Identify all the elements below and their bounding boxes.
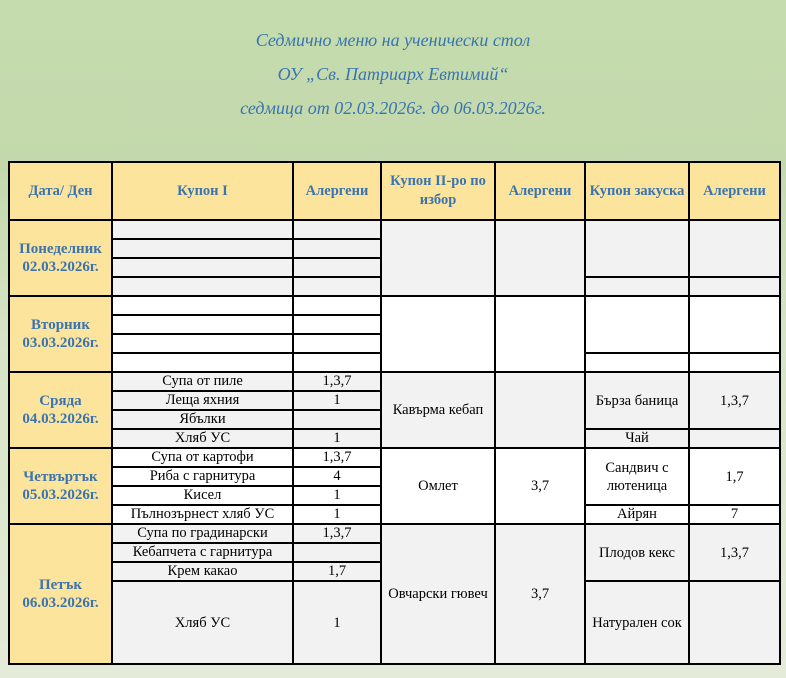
coupon2-allergens: [495, 372, 585, 448]
coupon1-item: Хляб УС: [112, 429, 293, 448]
coupon1-allergens: 1: [293, 505, 381, 524]
day-label: Вторник 03.03.2026г.: [9, 296, 112, 372]
coupon1-item: Пълнозърнест хляб УС: [112, 505, 293, 524]
coupon2-item: [381, 296, 495, 372]
coupon1-item: Кисел: [112, 486, 293, 505]
coupon1-item: Леща яхния: [112, 391, 293, 410]
coupon1-allergens: 1,3,7: [293, 524, 381, 543]
snack-item: [585, 277, 689, 296]
coupon2-item: [381, 220, 495, 296]
coupon1-allergens: [293, 543, 381, 562]
coupon1-item: Ябълки: [112, 410, 293, 429]
column-header-allergens1: Алергени: [293, 162, 381, 220]
coupon2-allergens: [495, 220, 585, 296]
snack-item: [585, 353, 689, 372]
coupon1-allergens: [293, 296, 381, 315]
snack-allergens: [689, 277, 780, 296]
coupon1-allergens: 1,7: [293, 562, 381, 581]
coupon1-item: [112, 277, 293, 296]
coupon1-allergens: 1: [293, 486, 381, 505]
coupon1-item: [112, 220, 293, 239]
coupon1-allergens: [293, 315, 381, 334]
snack-item: Сандвич с лютеница: [585, 448, 689, 505]
snack-allergens: 7: [689, 505, 780, 524]
coupon1-item: [112, 258, 293, 277]
coupon1-allergens: 1: [293, 429, 381, 448]
table-row: [9, 296, 780, 315]
coupon1-allergens: 1,3,7: [293, 448, 381, 467]
coupon1-item: [112, 239, 293, 258]
day-label: Петък 06.03.2026г.: [9, 524, 112, 664]
snack-allergens: [689, 353, 780, 372]
coupon1-allergens: [293, 410, 381, 429]
snack-allergens: [689, 581, 780, 664]
snack-item: Айрян: [585, 505, 689, 524]
coupon1-item: [112, 334, 293, 353]
column-header-allergens3: Алергени: [689, 162, 780, 220]
coupon1-item: Супа по градинарски: [112, 524, 293, 543]
day-label: Понеделник 02.03.2026г.: [9, 220, 112, 296]
coupon1-allergens: [293, 334, 381, 353]
coupon1-item: [112, 353, 293, 372]
coupon1-item: Кебапчета с гарнитура: [112, 543, 293, 562]
snack-item: [585, 220, 689, 277]
snack-allergens: [689, 429, 780, 448]
coupon1-item: Крем какао: [112, 562, 293, 581]
snack-item: Чай: [585, 429, 689, 448]
coupon1-allergens: [293, 239, 381, 258]
column-header-coupon2: Купон II-ро по избор: [381, 162, 495, 220]
table-row: [9, 372, 780, 391]
weekly-menu-table: [8, 161, 781, 665]
coupon1-allergens: 1,3,7: [293, 372, 381, 391]
column-header-date-day: Дата/ Ден: [9, 162, 112, 220]
menu-title: Седмично меню на ученически стол: [255, 30, 531, 50]
coupon1-item: Риба с гарнитура: [112, 467, 293, 486]
coupon1-allergens: 4: [293, 467, 381, 486]
week-range: седмица от 02.03.2026г. до 06.03.2026г.: [240, 98, 546, 118]
snack-allergens: 1,3,7: [689, 372, 780, 429]
snack-item: Бърза баница: [585, 372, 689, 429]
snack-allergens: [689, 296, 780, 353]
coupon1-item: Супа от картофи: [112, 448, 293, 467]
coupon2-allergens: [495, 296, 585, 372]
column-header-snack: Купон закуска: [585, 162, 689, 220]
coupon1-allergens: 1: [293, 581, 381, 664]
snack-allergens: 1,3,7: [689, 524, 780, 581]
coupon1-allergens: [293, 220, 381, 239]
coupon1-allergens: [293, 277, 381, 296]
coupon1-item: [112, 296, 293, 315]
coupon1-allergens: 1: [293, 391, 381, 410]
coupon1-item: [112, 315, 293, 334]
coupon1-allergens: [293, 258, 381, 277]
school-name: ОУ „Св. Патриарх Евтимий“: [277, 64, 509, 84]
coupon2-item: Кавърма кебап: [381, 372, 495, 448]
snack-item: Натурален сок: [585, 581, 689, 664]
column-header-allergens2: Алергени: [495, 162, 585, 220]
coupon2-allergens: 3,7: [495, 524, 585, 664]
coupon2-item: Омлет: [381, 448, 495, 524]
coupon2-allergens: 3,7: [495, 448, 585, 524]
table-row: [9, 448, 780, 467]
header-row: [9, 162, 780, 220]
snack-item: Плодов кекс: [585, 524, 689, 581]
day-label: Четвъртък 05.03.2026г.: [9, 448, 112, 524]
snack-allergens: 1,7: [689, 448, 780, 505]
snack-allergens: [689, 220, 780, 277]
coupon2-item: Овчарски гювеч: [381, 524, 495, 664]
table-row: [9, 220, 780, 239]
snack-item: [585, 296, 689, 353]
day-label: Сряда 04.03.2026г.: [9, 372, 112, 448]
coupon1-allergens: [293, 353, 381, 372]
column-header-coupon1: Купон I: [112, 162, 293, 220]
coupon1-item: Супа от пиле: [112, 372, 293, 391]
table-row: [9, 524, 780, 543]
coupon1-item: Хляб УС: [112, 581, 293, 664]
